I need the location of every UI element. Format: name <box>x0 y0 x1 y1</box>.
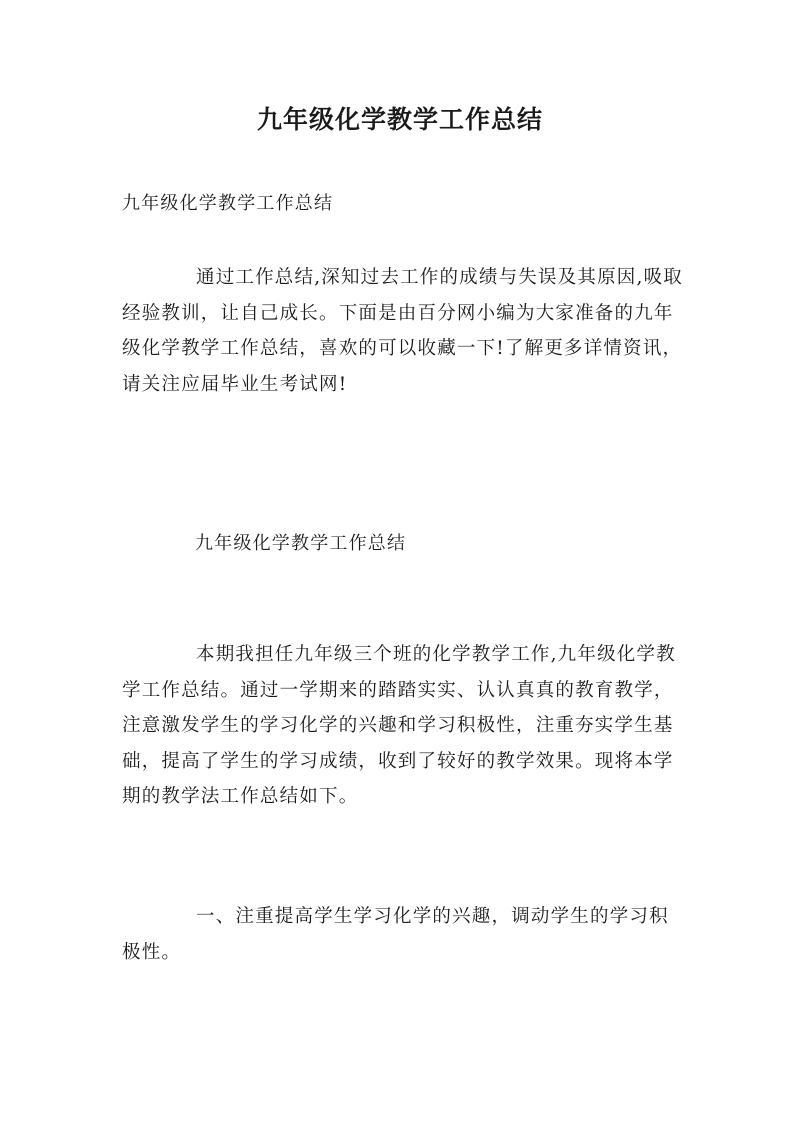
document-subtitle: 九年级化学教学工作总结 <box>122 193 334 214</box>
intro-paragraph: 通过工作总结,深知过去工作的成绩与失误及其原因,吸取经验教训，让自己成长。下面是由百分网小编为大家准备的九年级化学教学工作总结，喜欢的可以收藏一下!了解更多详情资讯，请关注应届毕业生考试网! <box>122 267 683 395</box>
section-one-paragraph: 一、注重提高学生学习化学的兴趣，调动学生的学习积极性。 <box>122 906 669 963</box>
document-title: 九年级化学教学工作总结 <box>256 105 543 134</box>
body-paragraph: 本期我担任九年级三个班的化学教学工作,九年级化学教学工作总结。通过一学期来的踏踏实实、认认真真的教育教学，注意激发学生的学习化学的兴趣和学习积极性，注重夯实学生基础，提高了学生的学习成绩，收到了较好的教学效果。现将本学期的教学法工作总结如下。 <box>122 644 676 807</box>
section-heading: 九年级化学教学工作总结 <box>195 533 407 554</box>
